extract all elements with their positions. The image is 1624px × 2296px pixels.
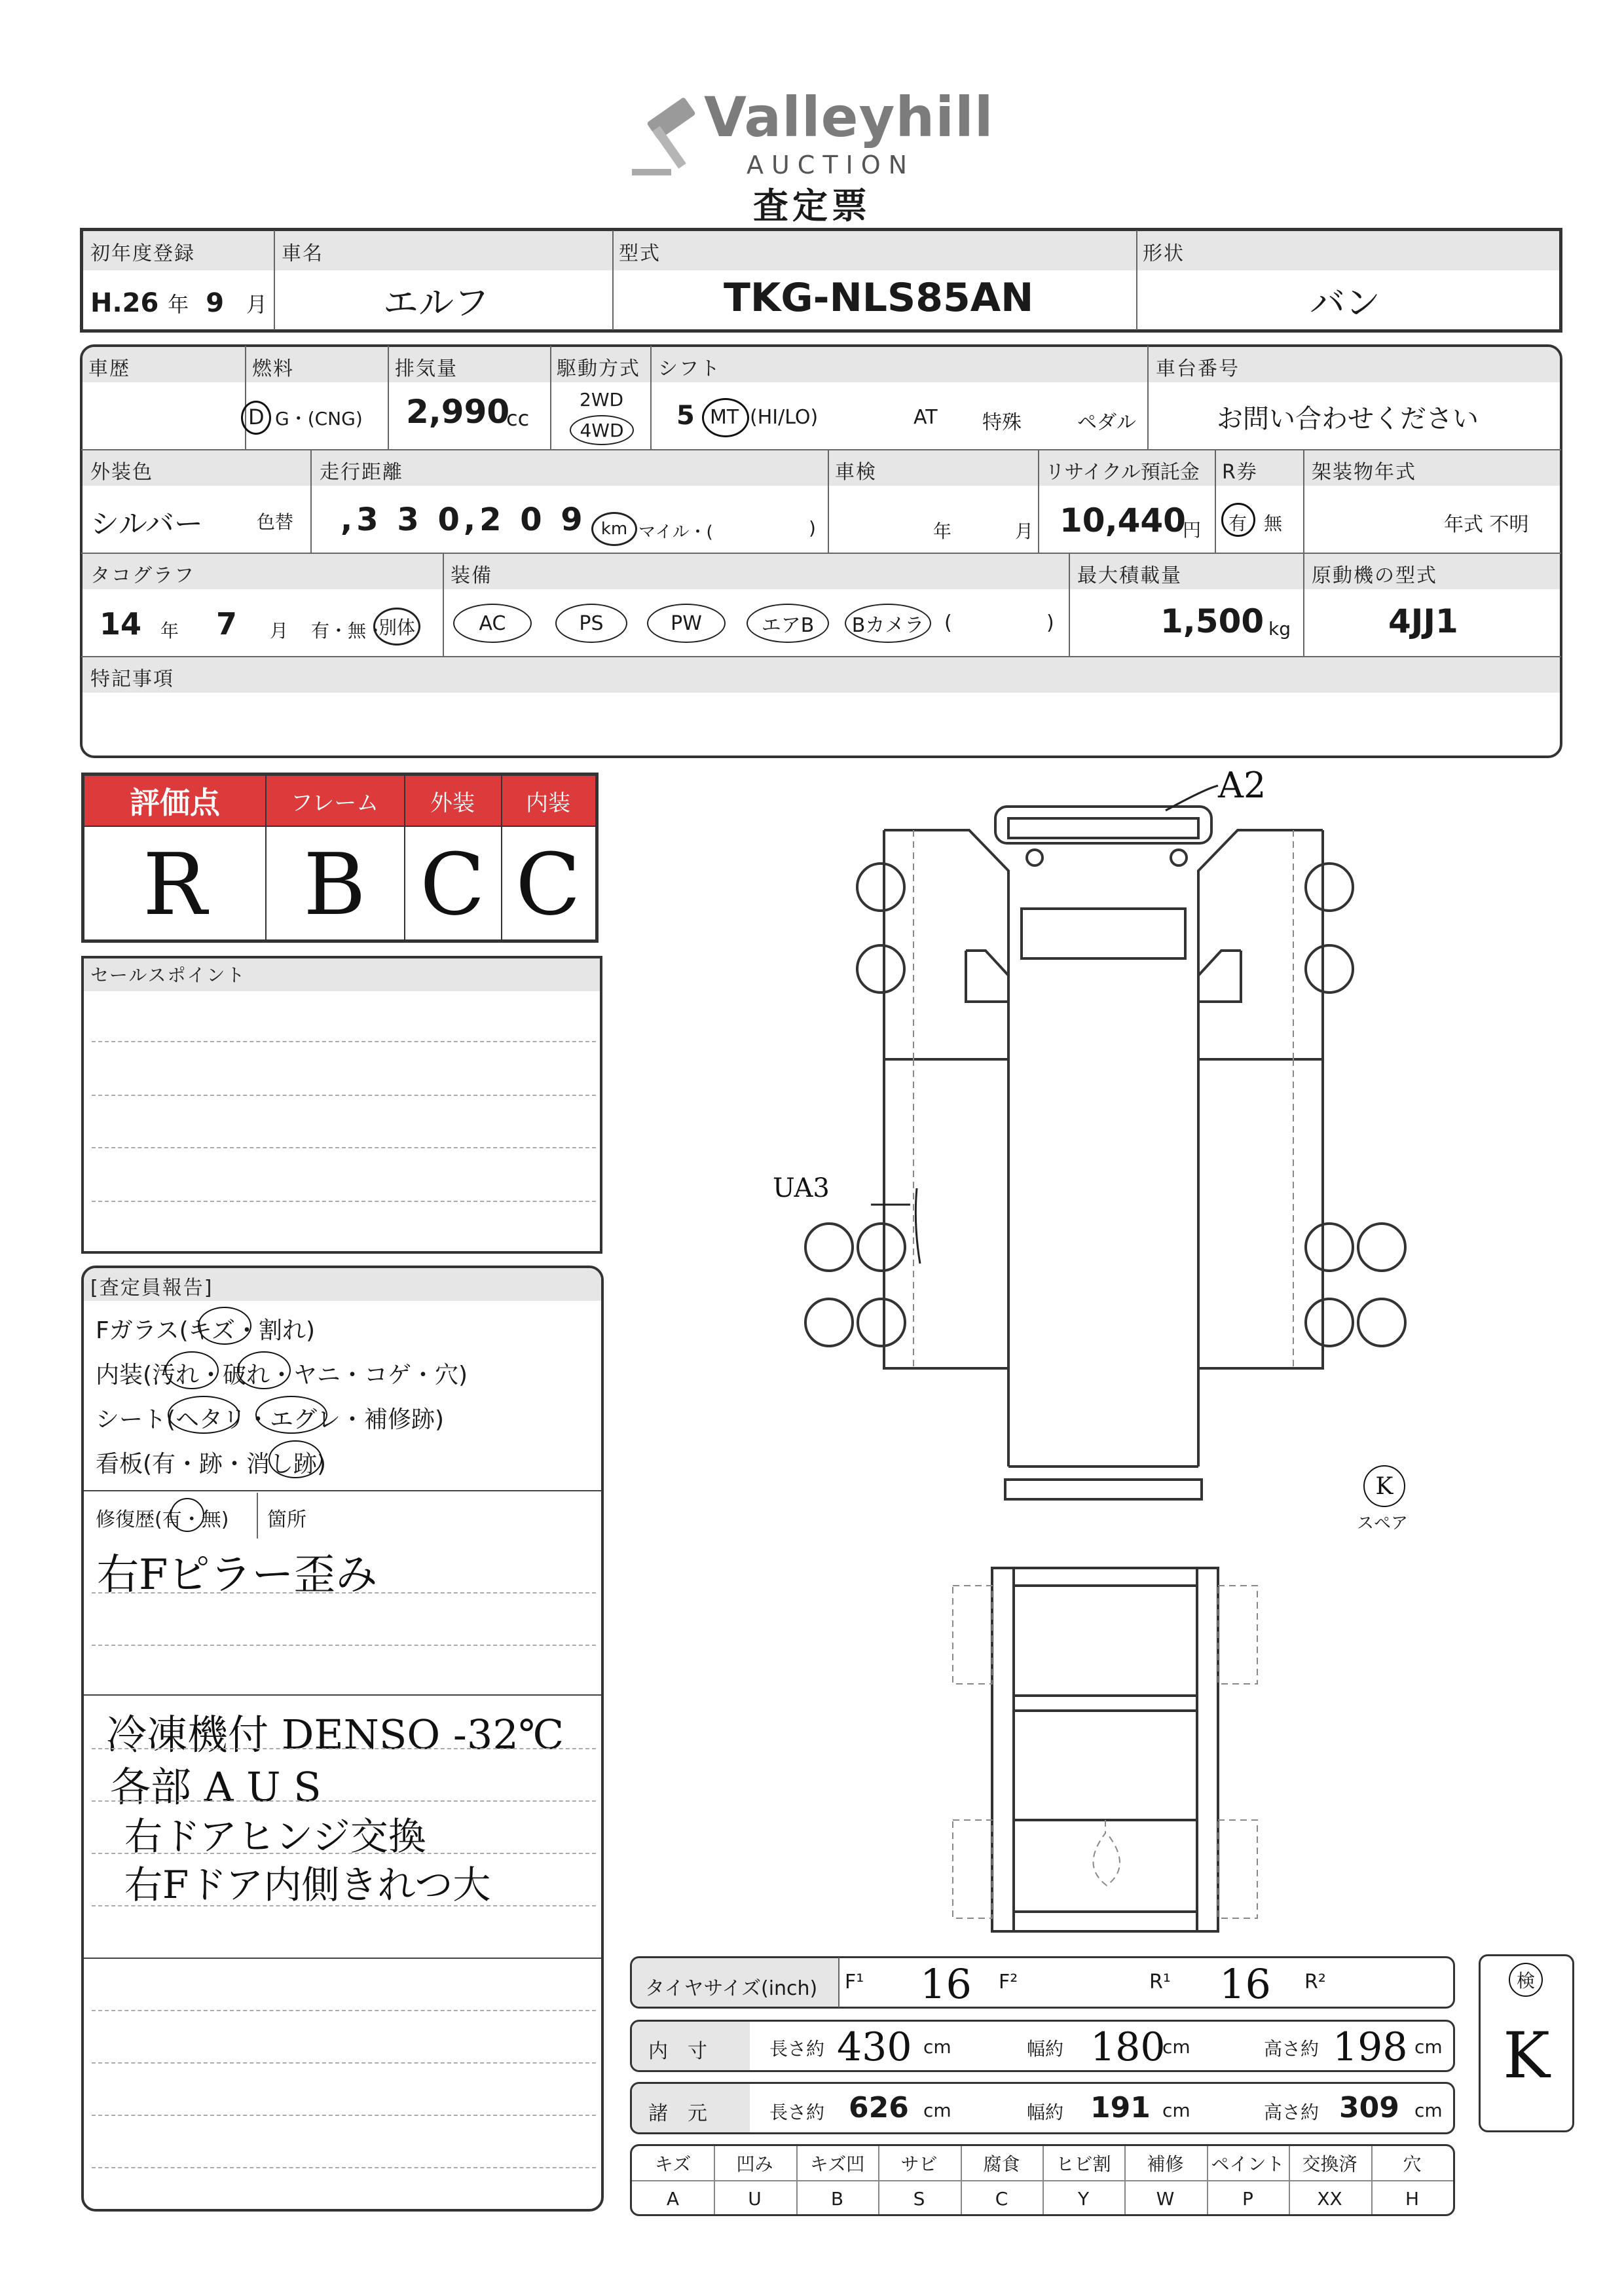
repair-history-label: 修復歴(有・無) [96,1508,229,1531]
model-code: TKG-NLS85AN [724,275,1034,321]
grade-header-score: 評価点 [130,785,220,820]
shift-at: AT [913,406,938,429]
specs-height-label: 高さ約 [1264,2102,1320,2123]
equip-pw: PW [647,604,726,643]
equip-ac: AC [453,604,532,643]
legend-name: キズ [654,2153,692,2175]
inspection-mark: 検 [1516,1970,1535,1992]
shape-label: 形状 [1143,242,1185,265]
vehicle-diagram [753,753,1441,1958]
damage-mark-ua3: UA3 [773,1173,830,1203]
grade-header-exterior: 外装 [430,790,475,816]
specs-length: 626 [849,2091,909,2124]
legend-name: ペイント [1211,2153,1285,2175]
inspector-title: [査定員報告] [90,1277,213,1300]
legend-name: ヒビ割 [1056,2153,1111,2175]
load-unit: kg [1268,618,1291,640]
tire-f1: 16 [920,1960,972,2008]
inspection-value: K [1503,2019,1550,2092]
fuel-d: D [248,405,265,429]
shift-mt: MT [710,406,739,429]
equip-close: ) [1046,611,1054,634]
repair-place-label: 箇所 [267,1508,306,1531]
tacho-year: 14 [100,606,142,642]
mark-wear [255,1396,327,1434]
r-no: 無 [1264,513,1283,534]
inner-height: 198 [1333,2024,1408,2070]
inner-height-label: 高さ約 [1264,2038,1320,2060]
r-yes: 有 [1228,513,1247,534]
notes-label: 特記事項 [90,668,174,691]
drive-4wd: 4WD [570,415,634,445]
spare-label: スペア [1357,1514,1409,1533]
inspection-label: 車検 [835,461,877,484]
sales-point-box [81,956,602,1254]
legend-code: XX [1317,2187,1342,2210]
legend-code: P [1242,2187,1253,2210]
legend-code: C [995,2187,1008,2210]
equip-camera: Bカメラ [845,604,931,643]
shift-pedal: ペダル [1077,411,1136,434]
doc-title: 査定票 [753,185,871,227]
mileage-mile: マイル・( [638,522,713,542]
legend-code: W [1156,2187,1175,2210]
inner-width-label: 幅約 [1027,2038,1064,2060]
brand-sub: AUCTION [747,151,915,179]
legend-code: U [748,2187,762,2210]
note-aus: 各部 A U S [110,1763,322,1811]
chassis-label: 車台番号 [1156,357,1240,380]
legend-name: サビ [900,2153,938,2175]
tacho-separate: 別体 [373,608,420,646]
legend-name: 腐食 [983,2153,1020,2175]
inner-width: 180 [1090,2024,1166,2070]
tire-size-label: タイヤサイズ(inch) [645,1977,818,2000]
load-label: 最大積載量 [1077,564,1182,587]
grade-exterior: C [420,835,485,934]
legend-name: 交換済 [1302,2153,1357,2175]
inner-label: 内 寸 [648,2040,707,2063]
r-ticket-label: R券 [1222,461,1258,484]
brand-name: Valleyhill [704,85,994,149]
equip-airbag: エアB [747,604,829,643]
gavel-icon [629,92,707,183]
vehicle-name: エルフ [383,282,489,323]
inspection-month: 月 [1015,520,1034,542]
fuel-label: 燃料 [252,357,294,380]
sales-point-label: セールスポイント [90,964,246,986]
model-label: 型式 [619,242,661,265]
tacho-year-unit: 年 [160,620,179,642]
body-year-value: 年式 不明 [1444,513,1529,536]
chassis-number: お問い合わせください [1217,404,1479,434]
tire-r1: 16 [1219,1960,1271,2008]
specs-height: 309 [1339,2091,1399,2124]
color-change: 色替 [257,511,294,533]
mileage-km: km [591,512,637,546]
mark-erased [268,1440,322,1478]
mark-scratch [198,1307,251,1345]
fuel-options: G・(CNG) [275,408,363,429]
inner-len-label: 長さ約 [769,2038,825,2060]
mark-tear [237,1351,291,1389]
legend-name: キズ凹 [809,2153,865,2175]
tacho-month: 7 [216,606,238,642]
color-label: 外装色 [90,461,153,484]
shift-hilo: (HI/LO) [750,406,819,429]
inspection-year: 年 [933,520,952,542]
mileage-value: ,3 3 0,2 0 9 [341,501,587,538]
mileage-close: ) [809,517,816,539]
shift-gears: 5 [676,401,695,431]
drive-2wd: 2WD [580,389,624,410]
report-line-seat: シート(ヘタリ・エグレ・補修跡) [96,1406,445,1433]
legend-name: 凹み [736,2153,773,2175]
tacho-month-unit: 月 [270,620,289,642]
note-refrigerator: 冷凍機付 DENSO -32℃ [106,1711,564,1758]
mark-dirt [165,1351,219,1389]
note-door-crack: 右Fドア内側きれつ大 [124,1863,491,1907]
grade-header-interior: 内装 [526,790,570,816]
equip-ps: PS [555,604,627,643]
grade-score: R [143,835,207,934]
body-year-label: 架装物年式 [1312,461,1416,484]
shift-special: 特殊 [982,411,1022,434]
inner-len-unit: cm [923,2036,951,2058]
history-label: 車歴 [88,357,130,380]
equip-open: ( [944,611,952,634]
displacement: 2,990 [406,393,510,431]
legend-name: 穴 [1403,2153,1422,2175]
displacement-label: 排気量 [395,357,458,380]
specs-height-unit: cm [1414,2100,1443,2121]
drive-label: 駆動方式 [557,357,640,380]
shift-label: シフト [658,357,721,380]
repair-yes-circle [170,1498,204,1532]
recycle-fee: 10,440 [1060,501,1186,539]
specs-label: 諸 元 [648,2102,707,2125]
legend-code: H [1405,2187,1420,2210]
tire-r2-label: R² [1304,1971,1326,1994]
damage-mark-a2: A2 [1218,765,1266,806]
legend-code: B [830,2187,844,2210]
name-label: 車名 [282,242,323,265]
tacho-options: 有・無・ [311,620,385,642]
spare-mark: K [1375,1472,1393,1500]
report-line-glass: Fガラス(キズ・割れ) [96,1317,315,1344]
tire-f1-label: F¹ [845,1971,864,1994]
report-line-interior: 内装(汚れ・破れ・ヤニ・コゲ・穴) [96,1362,468,1389]
first-reg-value: H.26 年 9 月 [90,288,268,318]
specs-width-label: 幅約 [1027,2102,1064,2123]
mileage-label: 走行距離 [320,461,403,484]
tire-r1-label: R¹ [1149,1971,1171,1994]
specs-len-label: 長さ約 [769,2102,825,2123]
displacement-unit: cc [506,406,530,431]
logo [629,85,995,190]
shape-value: バン [1310,282,1380,323]
report-line-sign: 看板(有・跡・消し跡) [96,1451,327,1478]
grade-interior: C [515,835,581,934]
grade-frame: B [303,835,366,934]
repair-note: 右Fピラー歪み [97,1551,378,1599]
equip-label: 装備 [451,564,492,587]
engine-model: 4JJ1 [1388,602,1458,640]
inner-height-unit: cm [1414,2036,1443,2058]
legend-code: A [666,2187,680,2210]
legend-code: Y [1077,2187,1090,2210]
tire-f2-label: F² [999,1971,1018,1994]
note-door-hinge: 右ドアヒンジ交換 [124,1814,426,1859]
engine-label: 原動機の型式 [1312,564,1437,587]
first-reg-label: 初年度登録 [90,242,195,265]
legend-code: S [913,2187,925,2210]
max-load: 1,500 [1160,602,1264,640]
inner-length: 430 [837,2024,912,2070]
color-value: シルバー [90,507,203,541]
recycle-unit: 円 [1183,519,1202,541]
legend-name: 補修 [1147,2153,1184,2175]
tacho-label: タコグラフ [90,564,195,587]
specs-width-unit: cm [1162,2100,1190,2121]
mark-sag [168,1396,240,1434]
recycle-label: リサイクル預託金 [1045,461,1200,484]
specs-len-unit: cm [923,2100,951,2121]
inner-width-unit: cm [1162,2036,1190,2058]
grade-header-frame: フレーム [290,790,379,816]
specs-width: 191 [1090,2091,1151,2124]
